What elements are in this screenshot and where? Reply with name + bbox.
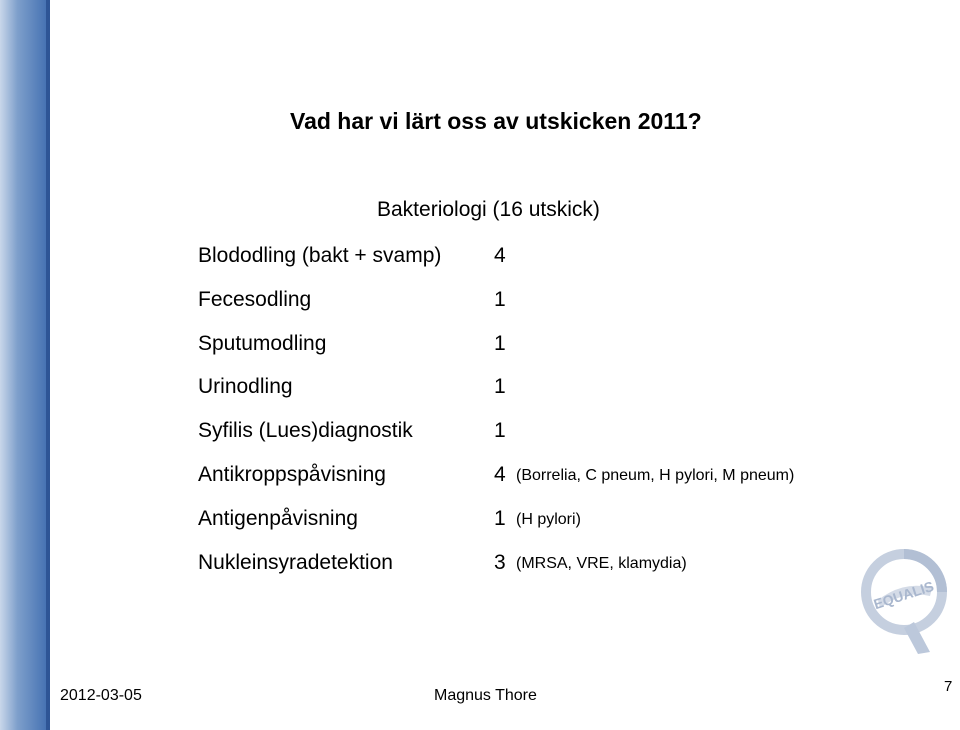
row-label: Urinodling — [198, 375, 293, 398]
row-label: Sputumodling — [198, 332, 327, 355]
equalis-logo — [858, 540, 950, 660]
row-count: 1 — [494, 507, 506, 530]
row-label: Syfilis (Lues)diagnostik — [198, 419, 413, 442]
row-count: 4 — [494, 244, 506, 267]
row-note: (MRSA, VRE, klamydia) — [516, 555, 687, 572]
row-label: Antikroppspåvisning — [198, 463, 386, 486]
slide-title: Vad har vi lärt oss av utskicken 2011? — [290, 108, 702, 134]
row-label: Antigenpåvisning — [198, 507, 358, 530]
logo-wordmark: EQUALIS — [871, 577, 936, 613]
slide-subtitle: Bakteriologi (16 utskick) — [377, 198, 600, 221]
row-note: (H pylori) — [516, 511, 581, 528]
row-count: 1 — [494, 419, 506, 442]
row-count: 4 — [494, 463, 506, 486]
row-note: (Borrelia, C pneum, H pylori, M pneum) — [516, 467, 795, 484]
row-count: 3 — [494, 551, 506, 574]
equalis-logo-icon — [858, 540, 950, 660]
sidebar-edge — [46, 0, 50, 730]
page-number: 7 — [944, 678, 953, 695]
row-label: Blododling (bakt + svamp) — [198, 244, 442, 267]
left-sidebar-bar — [0, 0, 50, 730]
footer-author: Magnus Thore — [434, 687, 537, 704]
row-label: Fecesodling — [198, 288, 312, 311]
row-count: 1 — [494, 375, 506, 398]
row-label: Nukleinsyradetektion — [198, 551, 393, 574]
row-count: 1 — [494, 288, 506, 311]
footer-date: 2012-03-05 — [60, 687, 142, 704]
row-count: 1 — [494, 332, 506, 355]
